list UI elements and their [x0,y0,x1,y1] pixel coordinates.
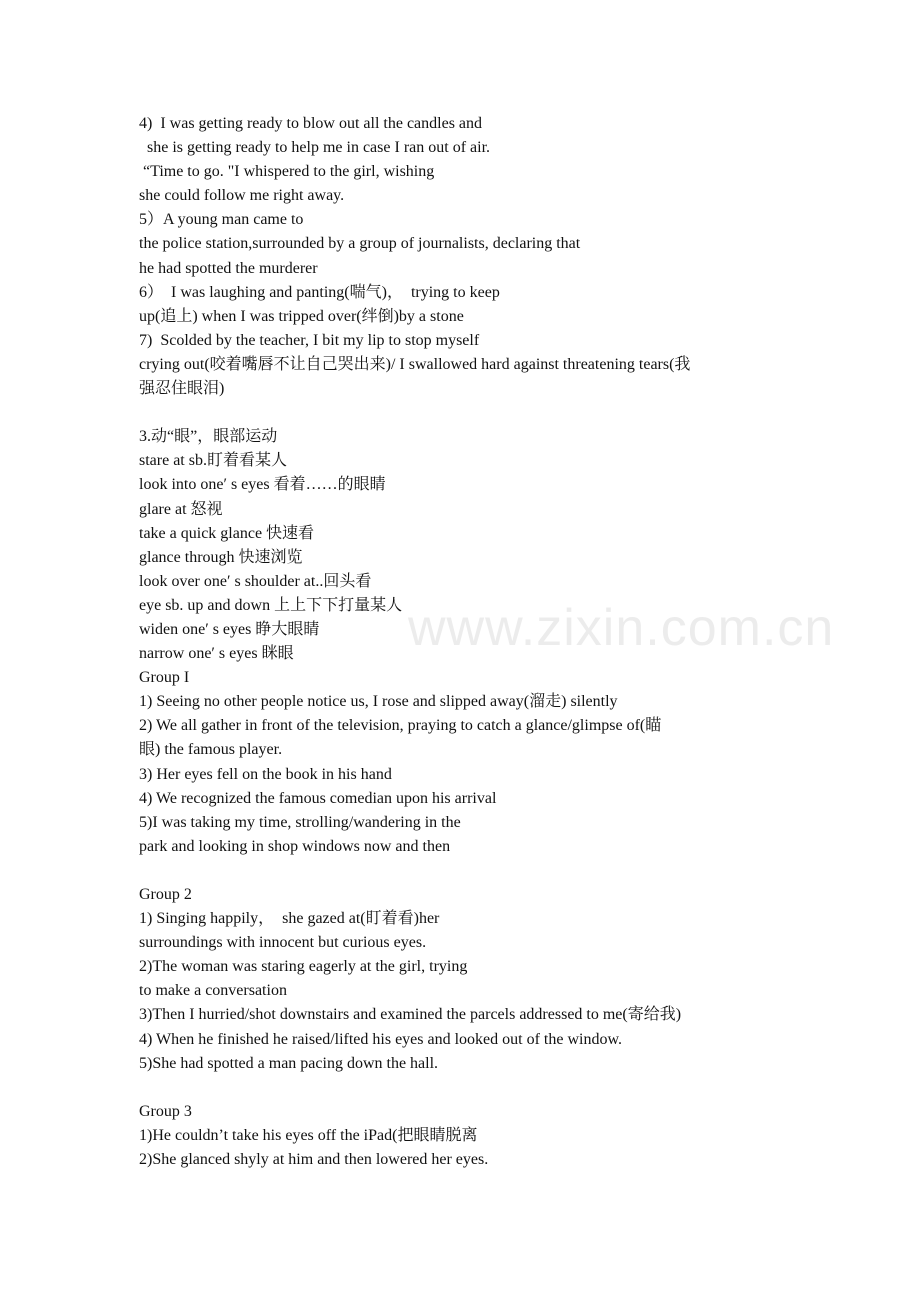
text-line: narrow one′ s eyes 眯眼 [139,645,294,663]
text-line: to make a conversation [139,982,287,1000]
text-line: 2)She glanced shyly at him and then lowered her eyes. [139,1151,489,1169]
watermark: www.zixin.com.cn [408,599,835,657]
text-line: 3)Then I hurried/shot downstairs and examined the parcels addressed to me(寄给我) [139,1006,682,1024]
text-line: 4) I was getting ready to blow out all the candles and [139,115,483,132]
blank-line [139,859,799,883]
text-line: 眼) the famous player. [139,741,283,759]
text-line: 5)She had spotted a man pacing down the hall. [139,1054,439,1072]
text-line: 3) Her eyes fell on the book in his hand [139,765,392,783]
text-line: 强忍住眼泪) [139,380,225,398]
text-line: park and looking in shop windows now and then [139,837,451,855]
text-line: 5)I was taking my time, strolling/wandering in the [139,813,461,831]
text-line: 3.动“眼”，眼部运动 [139,428,278,446]
text-line: 2)The woman was staring eagerly at the girl, trying [139,958,468,976]
text-line: she is getting ready to help me in case I ran out of air. [139,139,491,157]
text-line: 1) Singing happily， she gazed at(盯着看)her [139,910,440,928]
text-line: 7) Scolded by the teacher, I bit my lip to stop myself [139,331,480,349]
document-page [139,112,799,1172]
text-line: Group 2 [139,886,192,903]
text-line: look over one′ s shoulder at..回头看 [139,572,372,590]
text-line: glare at 怒视 [139,500,223,518]
text-line: Group 3 [139,1102,192,1120]
text-line: 1) Seeing no other people notice us, I rose and slipped away(溜走) silently [139,693,618,711]
text-line: stare at sb.盯着看某人 [139,452,287,470]
text-line: 4) We recognized the famous comedian upon his arrival [139,789,497,807]
text-line: surroundings with innocent but curious eyes. [139,934,427,952]
text-line: 5）A young man came to [139,211,304,229]
blank-line [139,1076,799,1100]
text-line: take a quick glance 快速看 [139,524,315,542]
text-line: “Time to go. "I whispered to the girl, wishing [139,163,435,181]
text-line: Group I [139,669,190,687]
text-line: 6） I was laughing and panting(喘气)， trying to keep [139,283,500,301]
text-line: he had spotted the murderer [139,259,318,277]
text-line: crying out(咬着嘴唇不让自己哭出来)/ I swallowed hard against threatening tears(我 [139,355,691,373]
text-line: glance through 快速浏览 [139,548,303,566]
text-line: 2) We all gather in front of the television, praying to catch a glance/glimpse of(瞄 [139,717,662,735]
blank-line [139,401,799,425]
text-line: up(追上) when I was tripped over(绊倒)by a stone [139,307,464,325]
text-line: eye sb. up and down 上上下下打量某人 [139,596,403,614]
text-line: she could follow me right away. [139,187,345,205]
text-line: look into one′ s eyes 看着……的眼睛 [139,476,386,494]
text-line: 1)He couldn’t take his eyes off the iPad(把眼睛脱离 [139,1126,478,1144]
text-line: 4) When he finished he raised/lifted his eyes and looked out of the window. [139,1030,622,1048]
text-line: widen one′ s eyes 睁大眼睛 [139,620,320,638]
text-line: the police station,surrounded by a group of journalists, declaring that [139,235,581,253]
